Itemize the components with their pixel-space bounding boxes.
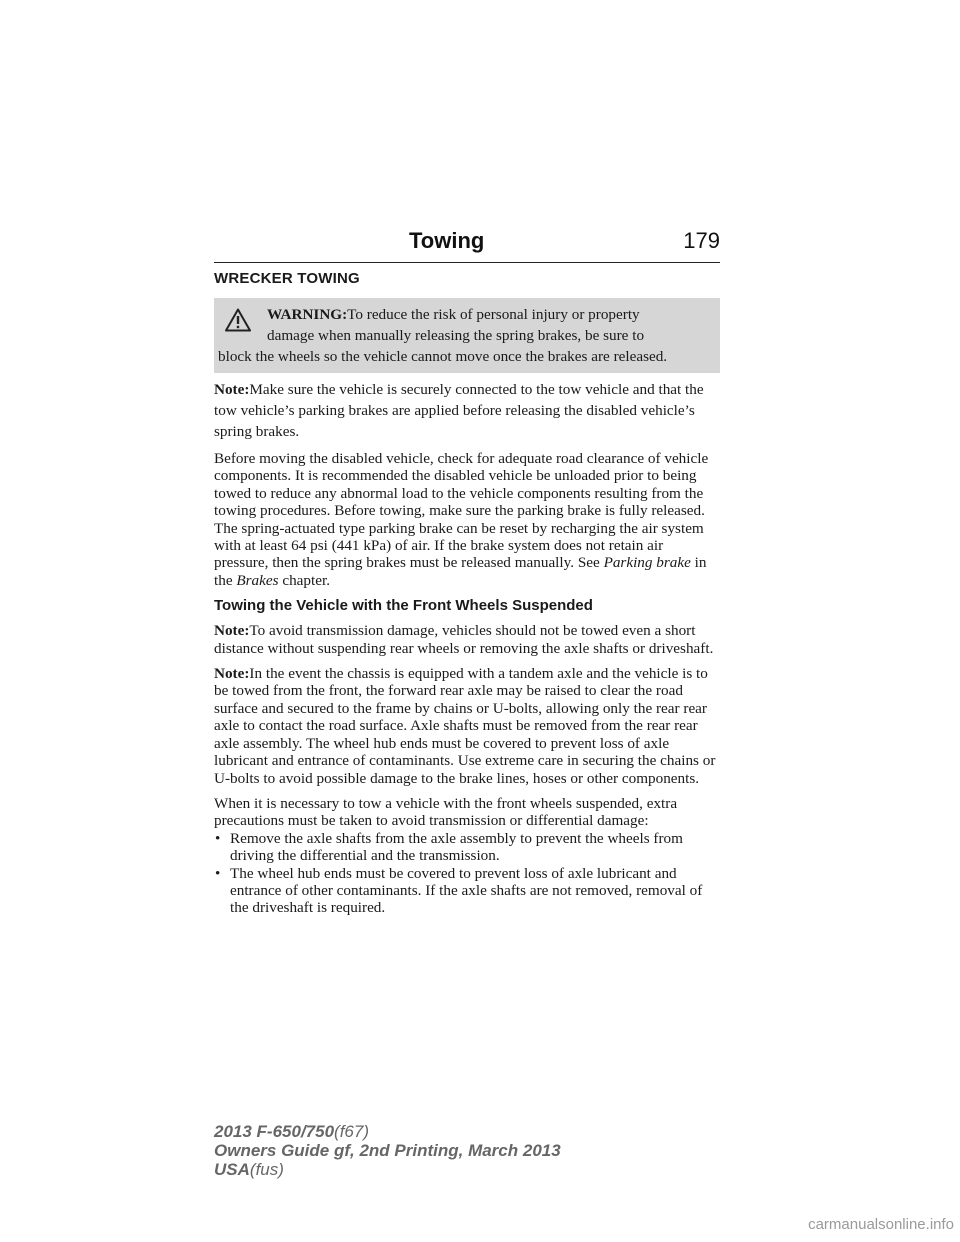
paragraph-text-mid: in the xyxy=(214,554,707,589)
subsection-title: Towing the Vehicle with the Front Wheels Suspended xyxy=(214,597,593,615)
list-item xyxy=(214,865,720,917)
watermark: carmanualsonline.info xyxy=(808,1216,954,1233)
note-transmission-damage xyxy=(214,622,720,657)
warning-rest: block the wheels so the vehicle cannot move once the brakes are released. xyxy=(218,348,668,365)
warning-line-2: damage when manually releasing the spring brakes, be sure to xyxy=(267,327,645,344)
chapter-title: Towing xyxy=(409,228,485,253)
page-footer xyxy=(214,1122,561,1179)
xref-parking-brake: Parking brake xyxy=(603,554,691,572)
note-text: Make sure the vehicle is securely connected to the tow vehicle and that the tow vehicle’s parking brakes are applied before releasing the disabled vehicle’s spring brakes. xyxy=(214,381,704,440)
paragraph-road-clearance xyxy=(214,450,720,589)
precaution-list xyxy=(214,830,720,917)
note-label: Note: xyxy=(214,381,250,398)
bullet-icon: • xyxy=(215,829,221,847)
note-secure-connection xyxy=(214,379,720,442)
note-tandem-axle xyxy=(214,665,720,787)
page-content xyxy=(214,270,720,917)
list-item-text: The wheel hub ends must be covered to prevent loss of axle lubricant and entrance of other contaminants. If the axle shafts are not removed, removal of the driveshaft is required. xyxy=(230,864,703,917)
section-title: WRECKER TOWING xyxy=(214,270,360,287)
footer-market-code: (fus) xyxy=(249,1160,284,1179)
footer-model-code: (f67) xyxy=(334,1122,370,1141)
note-text: In the event the chassis is equipped with a tandem axle and the vehicle is to be towed from the front, the forward rear axle may be raised to clear the road surface and secured to the frame by chains or U-bolts, allowing only the rear rear axle to contact the road surface. Axle shafts must be removed from the rear rear axle assembly. The wheel hub ends must be covered to prevent loss of axle lubricant and entrance of contaminants. Use extreme care in securing the chains or U-bolts to avoid possible damage to the brake lines, hoses or other components. xyxy=(214,665,716,787)
warning-label: WARNING: xyxy=(267,306,348,323)
warning-text-1: To reduce the risk of personal injury or property xyxy=(347,306,640,323)
paragraph-text: Before moving the disabled vehicle, check for adequate road clearance of vehicle components. It is recommended the disabled vehicle be unloaded prior to being towed to reduce any abnormal load to the vehicle components resulting from the towing procedures. Before towing, make sure the parking brake is fully released. The spring-actuated type parking brake can be reset by recharging the air system with at least 64 psi (441 kPa) of air. If the brake system does not retain air pressure, then the spring brakes must be released manually. See xyxy=(214,450,709,572)
xref-brakes-chapter: Brakes xyxy=(236,571,279,589)
warning-line-1 xyxy=(218,304,716,325)
footer-model xyxy=(214,1122,561,1141)
note-label: Note: xyxy=(214,665,250,683)
footer-model-name: 2013 F-650/750 xyxy=(214,1122,335,1141)
warning-triangle-icon xyxy=(225,308,251,332)
page-header xyxy=(214,228,720,263)
page-number: 179 xyxy=(683,228,720,253)
footer-market-name: USA xyxy=(214,1160,250,1179)
note-label: Note: xyxy=(214,622,250,640)
list-item-text: Remove the axle shafts from the axle assembly to prevent the wheels from driving the differential and the transmission. xyxy=(230,829,683,865)
note-text: To avoid transmission damage, vehicles should not be towed even a short distance without suspending rear wheels or removing the axle shafts or driveshaft. xyxy=(214,622,714,657)
warning-box xyxy=(214,298,720,373)
footer-edition: Owners Guide gf, 2nd Printing, March 2013 xyxy=(214,1141,561,1160)
bullet-icon: • xyxy=(215,864,221,882)
paragraph-precautions: When it is necessary to tow a vehicle with the front wheels suspended, extra precautions must be taken to avoid transmission or differential damage: xyxy=(214,794,678,830)
paragraph-text-end: chapter. xyxy=(278,571,330,589)
footer-market xyxy=(214,1160,561,1179)
list-item xyxy=(214,830,720,865)
